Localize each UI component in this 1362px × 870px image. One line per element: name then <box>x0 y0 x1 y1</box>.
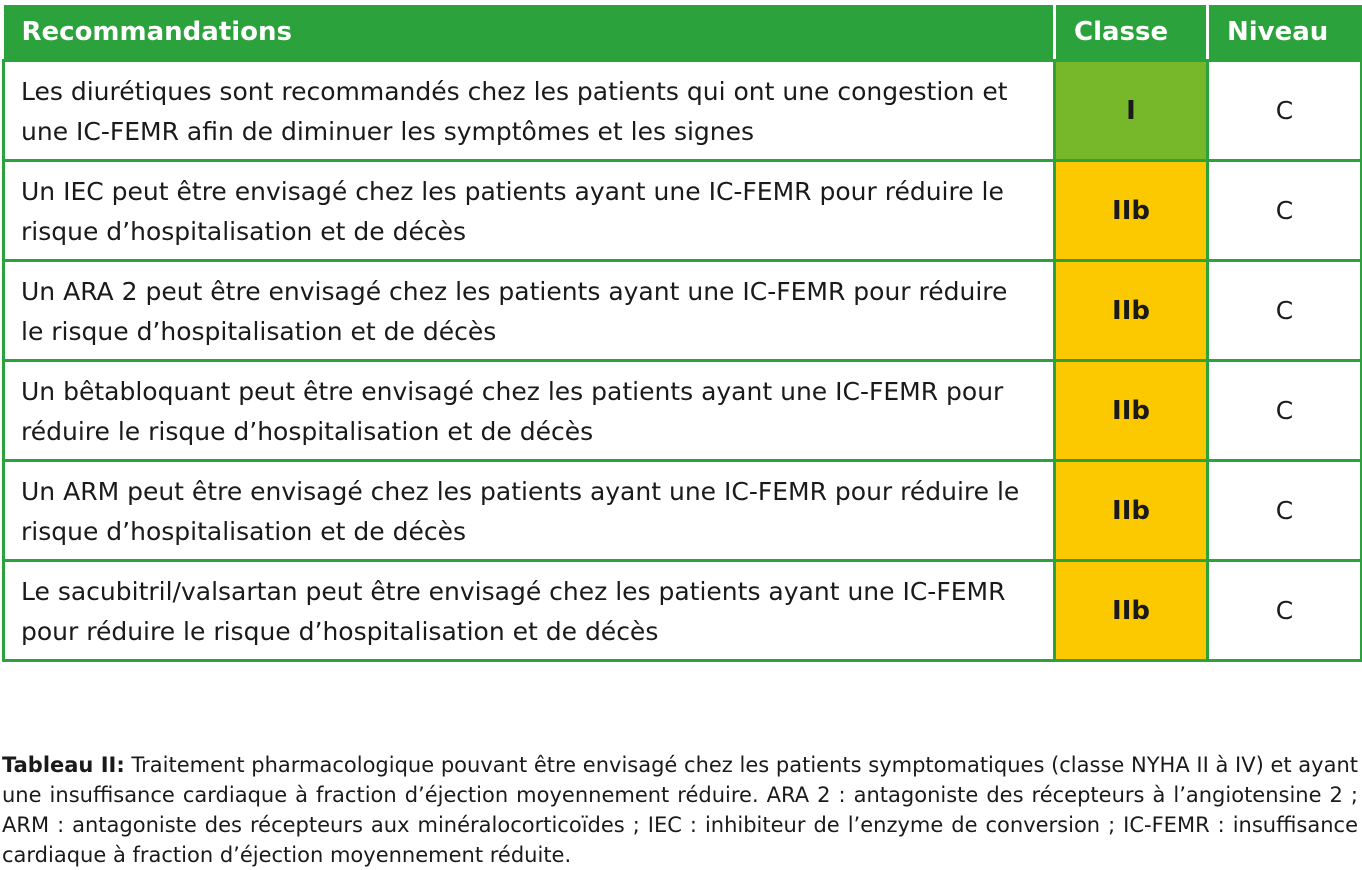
class-cell: IIb <box>1055 461 1208 561</box>
recommendation-text: Le sacubitril/valsartan peut être envisagé chez les patients ayant une IC-FEMR pour réduire le risque d’hospitalisation et de décès <box>4 561 1055 661</box>
caption-text: Traitement pharmacologique pouvant être envisagé chez les patients symptomatiques (classe NYHA II à IV) et ayant une insuffisance cardiaque à fraction d’éjection moyennement réduire. ARA 2 : antagoniste des récepteurs à l’angiotensine 2 ; ARM : antagoniste des récepteurs aux minéralocorticoïdes ; IEC : inhibiteur de l’enzyme de conversion ; IC-FEMR : insuffisance cardiaque à fraction d’éjection moyennement réduite. <box>2 753 1358 867</box>
caption-label: Tableau II: <box>2 753 125 777</box>
level-cell: C <box>1208 461 1362 561</box>
level-cell: C <box>1208 561 1362 661</box>
recommendation-text: Un bêtabloquant peut être envisagé chez les patients ayant une IC-FEMR pour réduire le risque d’hospitalisation et de décès <box>4 361 1055 461</box>
class-cell: IIb <box>1055 361 1208 461</box>
level-cell: C <box>1208 361 1362 461</box>
level-cell: C <box>1208 261 1362 361</box>
table-row <box>4 461 1362 561</box>
recommendations-table <box>2 5 1362 662</box>
table-row <box>4 261 1362 361</box>
recommendation-text: Les diurétiques sont recommandés chez les patients qui ont une congestion et une IC-FEMR afin de diminuer les symptômes et les signes <box>4 61 1055 161</box>
class-cell: IIb <box>1055 161 1208 261</box>
table-row <box>4 61 1362 161</box>
table-row <box>4 161 1362 261</box>
recommendation-text: Un ARA 2 peut être envisagé chez les patients ayant une IC-FEMR pour réduire le risque d’hospitalisation et de décès <box>4 261 1055 361</box>
table-row <box>4 361 1362 461</box>
level-cell: C <box>1208 61 1362 161</box>
recommendation-text: Un IEC peut être envisagé chez les patients ayant une IC-FEMR pour réduire le risque d’hospitalisation et de décès <box>4 161 1055 261</box>
header-niveau: Niveau <box>1208 5 1362 61</box>
table-header-row <box>4 5 1362 61</box>
recommendation-text: Un ARM peut être envisagé chez les patients ayant une IC-FEMR pour réduire le risque d’hospitalisation et de décès <box>4 461 1055 561</box>
table-caption <box>2 750 1358 870</box>
header-classe: Classe <box>1055 5 1208 61</box>
header-recommandations: Recommandations <box>4 5 1055 61</box>
class-cell: IIb <box>1055 261 1208 361</box>
class-cell: I <box>1055 61 1208 161</box>
level-cell: C <box>1208 161 1362 261</box>
table-row <box>4 561 1362 661</box>
class-cell: IIb <box>1055 561 1208 661</box>
